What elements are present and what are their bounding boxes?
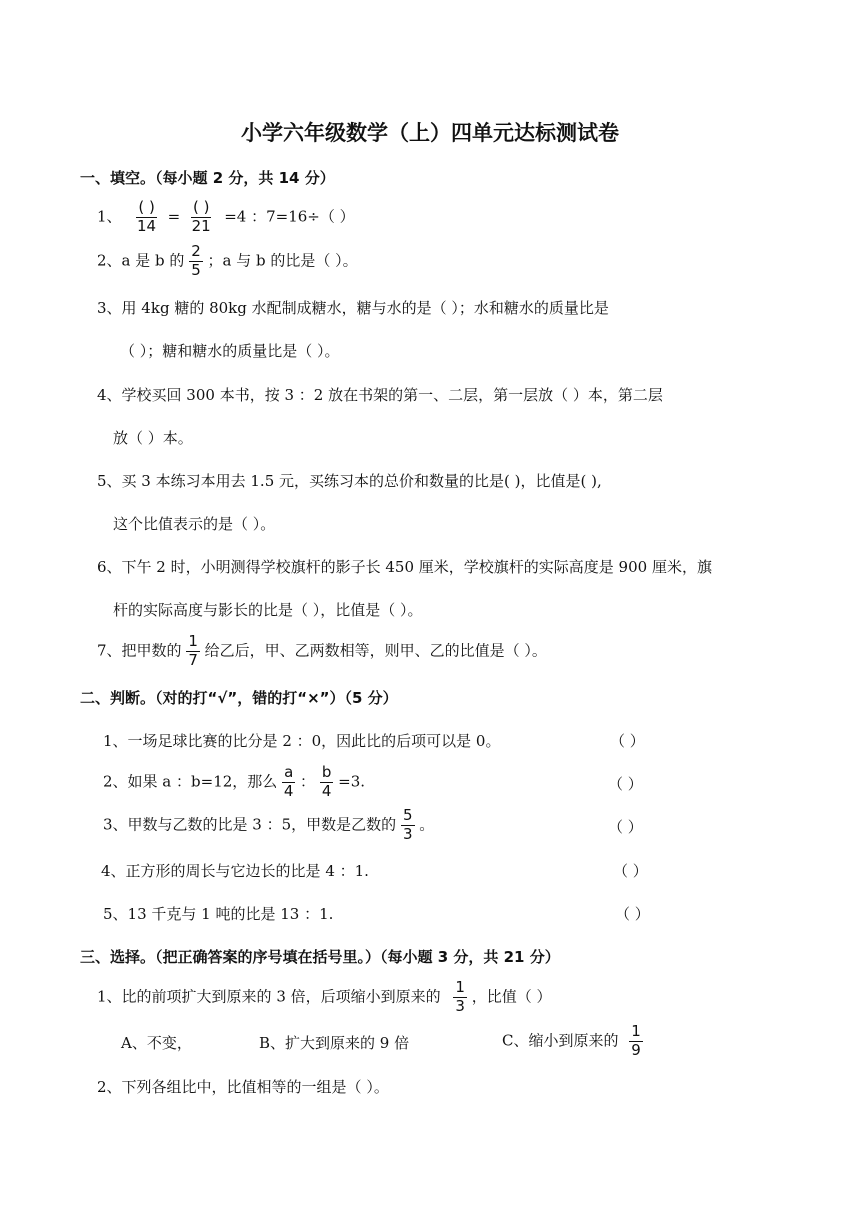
option-b: B、扩大到原来的 9 倍 [259,1034,410,1052]
section-heading-judge: 二、判断。（对的打“√”，错的打“×”）（5 分） [80,689,398,707]
fraction-numerator: 1 [631,1022,641,1040]
fraction-numerator: ( ) [138,198,155,216]
question-judge-4: 4、正方形的周长与它边长的比是 4 ：1. [101,862,369,880]
question-fill-3-line-2: （ ）；糖和糖水的质量比是（ ）。 [120,342,340,360]
answer-paren-judge-5: （ ） [615,905,650,923]
fraction-denominator: 3 [455,996,465,1015]
fraction-denominator: 21 [191,216,211,235]
fraction-denominator: 4 [321,781,332,800]
question-judge-1: 1、一场足球比赛的比分是 2 ：0，因此比的后项可以是 0。 [103,732,501,750]
fraction-one-third [453,980,467,1015]
question-text: 7、把甲数的 [97,641,182,660]
section-heading-choice: 三、选择。（把正确答案的序号填在括号里。）（每小题 3 分，共 21 分） [80,948,560,966]
answer-paren-judge-3: （ ） [608,818,643,836]
question-fill-2 [97,244,358,279]
option-c [502,1024,643,1059]
equals-sign: = [167,207,181,226]
fraction-denominator: 7 [188,650,198,669]
question-fill-6-line-1: 6、下午 2 时，小明测得学校旗杆的影子长 450 厘米，学校旗杆的实际高度是 900 厘米，旗 [97,558,712,576]
question-choice-1 [97,980,552,1015]
ratio-colon: ： [300,772,316,791]
question-judge-3 [103,808,434,843]
fraction-numerator: 1 [188,632,198,650]
fraction-denominator: 4 [283,781,294,800]
question-judge-5: 5、13 千克与 1 吨的比是 13 ：1. [103,905,334,923]
fraction-one-seventh [186,634,200,669]
fraction-denominator: 5 [191,260,201,279]
fraction-numerator: 5 [402,806,413,824]
option-text: C、缩小到原来的 [502,1031,619,1050]
option-a: A、不变， [121,1034,192,1052]
question-text: =3. [338,772,366,791]
question-choice-2: 2、下列各组比中，比值相等的一组是（ ）。 [97,1078,389,1096]
fraction-numerator: ( ) [192,198,210,216]
question-fill-4-line-1: 4、学校买回 300 本书，按 3 ：2 放在书架的第一、二层，第一层放（ ）本，第二层 [97,386,663,404]
question-text: 2、如果 a ：b=12，那么 [103,772,278,791]
question-text: 1、比的前项扩大到原来的 3 倍，后项缩小到原来的 [97,987,441,1006]
fraction-five-thirds [401,808,415,843]
question-judge-2 [103,765,365,800]
fraction-blank-21 [191,200,211,235]
answer-paren-judge-2: （ ） [608,775,643,793]
fraction-one-ninth [629,1024,643,1059]
question-fill-1 [97,200,355,235]
fraction-two-fifths [189,244,203,279]
fraction-blank-14 [136,200,156,235]
question-fill-7 [97,634,547,669]
answer-paren-judge-1: （ ） [610,732,645,750]
question-number: 1、 [97,207,122,226]
fraction-denominator: 9 [631,1040,641,1059]
fraction-numerator: a [284,763,294,781]
question-text: =4 ：7=16÷（ ） [224,207,355,226]
answer-paren-judge-4: （ ） [613,862,648,880]
question-fill-3-line-1: 3、用 4kg 糖的 80kg 水配制成糖水，糖与水的是（ ）；水和糖水的质量比是 [97,299,609,317]
question-fill-6-line-2: 杆的实际高度与影长的比是（ ），比值是（ ）。 [113,601,423,619]
question-text: 给乙后，甲、乙两数相等，则甲、乙的比值是（ ）。 [204,641,547,660]
section-heading-fill: 一、填空。（每小题 2 分，共 14 分） [80,169,335,187]
question-text: 3、甲数与乙数的比是 3 ：5，甲数是乙数的 [103,815,397,834]
question-fill-4-line-2: 放（ ）本。 [113,429,193,447]
fraction-numerator: 2 [191,242,201,260]
question-fill-5-line-2: 这个比值表示的是（ ）。 [113,515,276,533]
fraction-numerator: 1 [455,978,465,996]
fraction-numerator: b [321,763,332,781]
question-text: ；a 与 b 的比是（ ）。 [207,251,358,270]
question-text: 2、a 是 b 的 [97,251,185,270]
fraction-denominator: 3 [402,824,413,843]
fraction-denominator: 14 [137,216,157,235]
page-title: 小学六年级数学（上）四单元达标测试卷 [241,121,619,145]
question-fill-5-line-1: 5、买 3 本练习本用去 1.5 元，买练习本的总价和数量的比是( )，比值是( ), [97,472,602,490]
fraction-a-over-4 [282,765,295,800]
question-text: 。 [419,815,435,834]
fraction-b-over-4 [320,765,334,800]
question-text: ，比值（ ） [471,987,552,1006]
